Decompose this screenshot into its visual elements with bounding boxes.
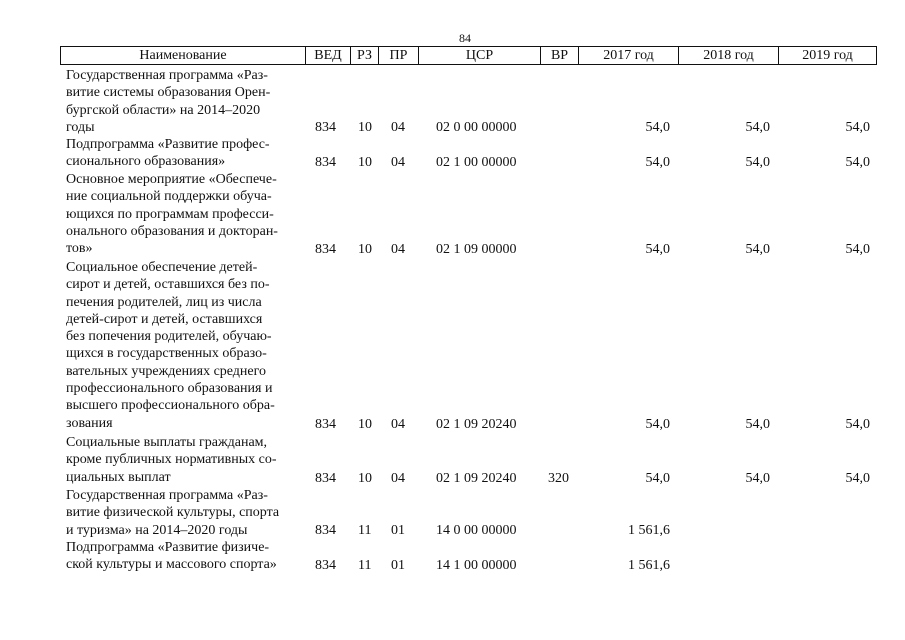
header-ved: ВЕД (306, 47, 351, 64)
row-ved: 834 (315, 522, 336, 538)
row-name: Государственная программа «Раз- витие физической культуры, спорта и туризма» на 2014–2020 годы (66, 488, 280, 538)
row-rz: 10 (358, 241, 372, 257)
row-ved: 834 (315, 470, 336, 486)
row-pr: 04 (391, 154, 405, 170)
row-2017: 54,0 (645, 416, 670, 432)
row-2018: 54,0 (745, 470, 770, 486)
row-ved: 834 (315, 154, 336, 170)
row-2017: 54,0 (645, 241, 670, 257)
row-2019: 54,0 (845, 416, 870, 432)
row-name: Подпрограмма «Развитие профес- сионального образования» (66, 137, 270, 170)
row-name: Подпрограмма «Развитие физиче- ской культуры и массового спорта» (66, 540, 277, 573)
row-pr: 04 (391, 470, 405, 486)
table-row (0, 136, 905, 171)
row-2017: 1 561,6 (628, 522, 670, 538)
row-2019: 54,0 (845, 154, 870, 170)
table-row (0, 539, 905, 574)
header-2019: 2019 год (802, 48, 853, 63)
header-2017: 2017 год (579, 47, 679, 64)
row-ved: 834 (315, 119, 336, 135)
table-row (0, 487, 905, 539)
row-pr: 04 (391, 241, 405, 257)
row-2017: 54,0 (645, 119, 670, 135)
row-csr: 02 1 00 00000 (436, 154, 517, 170)
row-rz: 11 (358, 522, 372, 538)
row-2017: 1 561,6 (628, 557, 670, 573)
header-vr: ВР (541, 47, 579, 64)
row-pr: 01 (391, 557, 405, 573)
header-rz: РЗ (351, 47, 379, 64)
row-csr: 02 0 00 00000 (436, 119, 517, 135)
header-csr: ЦСР (419, 47, 541, 64)
row-ved: 834 (315, 557, 336, 573)
row-rz: 11 (358, 557, 372, 573)
row-ved: 834 (315, 241, 336, 257)
row-2018: 54,0 (745, 154, 770, 170)
row-name: Основное мероприятие «Обеспече- ние социальной поддержки обуча- ющихся по программам професси- онального образования и докторан- тов» (66, 172, 278, 257)
row-csr: 14 1 00 00000 (436, 557, 517, 573)
row-2019: 54,0 (845, 470, 870, 486)
row-pr: 04 (391, 416, 405, 432)
row-csr: 02 1 09 20240 (436, 470, 517, 486)
header-pr: ПР (379, 47, 419, 64)
row-2019: 54,0 (845, 119, 870, 135)
row-name: Социальное обеспечение детей- сирот и детей, оставшихся без по- печения родителей, лиц из числа детей-сирот и детей, оставшихся без попечения родителей, обучаю- щихся в государственных образо- вательных учреждениях среднего профессионального образования и высшего профессионального обра- зования (66, 260, 275, 431)
header-name: Наименование (61, 47, 306, 64)
row-rz: 10 (358, 154, 372, 170)
row-csr: 02 1 09 00000 (436, 241, 517, 257)
row-pr: 01 (391, 522, 405, 538)
table-row (0, 259, 905, 433)
table-row (0, 434, 905, 487)
header-2018: 2018 год (679, 47, 779, 64)
row-vr: 320 (548, 470, 569, 486)
row-rz: 10 (358, 470, 372, 486)
row-rz: 10 (358, 416, 372, 432)
table-row (0, 67, 905, 136)
row-name: Государственная программа «Раз- витие системы образования Орен- бургской области» на 2014–2020 годы (66, 68, 271, 135)
page-number: 84 (459, 31, 471, 45)
row-2019: 54,0 (845, 241, 870, 257)
row-csr: 02 1 09 20240 (436, 416, 517, 432)
row-rz: 10 (358, 119, 372, 135)
row-2017: 54,0 (645, 470, 670, 486)
row-2017: 54,0 (645, 154, 670, 170)
row-2018: 54,0 (745, 241, 770, 257)
row-2018: 54,0 (745, 119, 770, 135)
row-pr: 04 (391, 119, 405, 135)
row-name: Социальные выплаты гражданам, кроме публичных нормативных со- циальных выплат (66, 435, 277, 485)
row-2018: 54,0 (745, 416, 770, 432)
row-csr: 14 0 00 00000 (436, 522, 517, 538)
table-row (0, 171, 905, 258)
table-header (60, 46, 877, 65)
row-ved: 834 (315, 416, 336, 432)
